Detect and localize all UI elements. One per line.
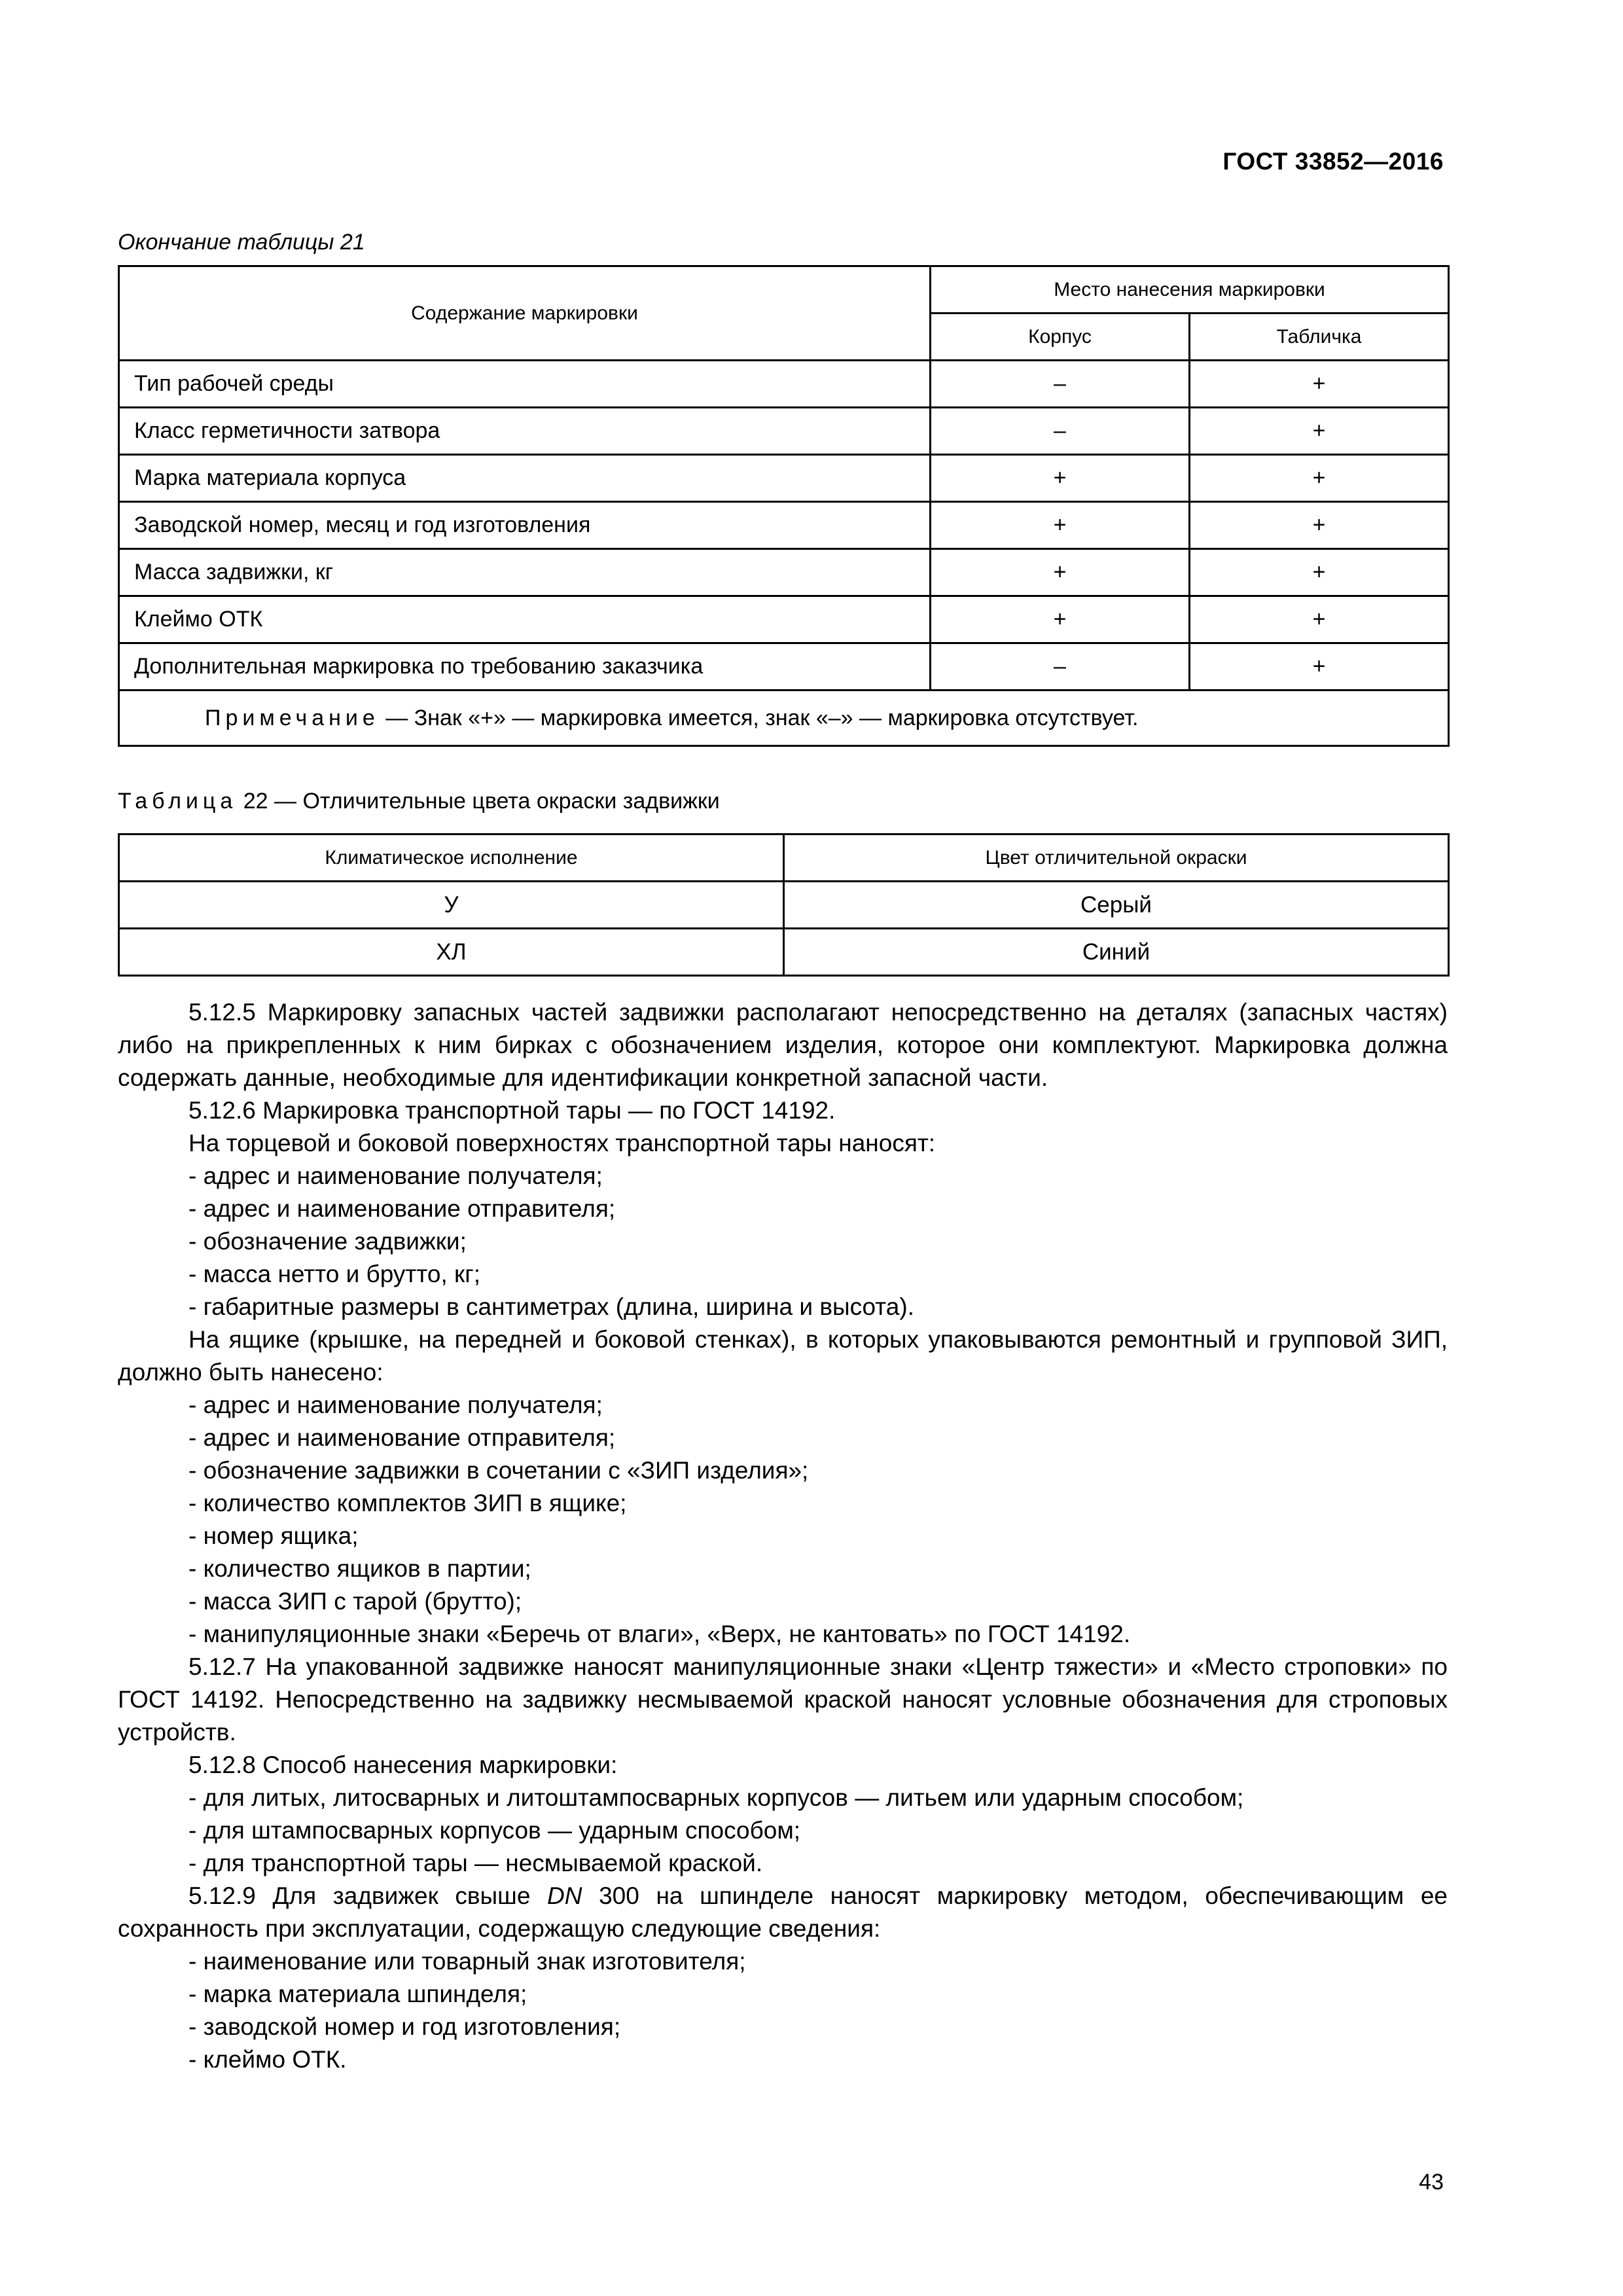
table-row (119, 408, 1449, 455)
table-21 (118, 265, 1450, 747)
list-item: - адрес и наименование получателя; (118, 1160, 1448, 1193)
list-item: - адрес и наименование получателя; (118, 1389, 1448, 1422)
table-row (119, 929, 1449, 976)
note-label: Примечание (205, 705, 380, 730)
plate-mark: + (1190, 408, 1449, 455)
header-content: Содержание маркировки (119, 266, 931, 361)
plate-mark: + (1190, 455, 1449, 502)
list-item: - обозначение задвижки; (118, 1225, 1448, 1258)
table22-caption-rest: 22 — Отличительные цвета окраски задвижки (237, 789, 720, 814)
table21-note (119, 691, 1449, 746)
body-mark: + (931, 549, 1190, 596)
header-plate: Табличка (1190, 314, 1449, 361)
list-item: - для транспортной тары — несмываемой краской. (118, 1847, 1448, 1880)
paragraph: На ящике (крышке, на передней и боковой стенках), в которых упаковываются ремонтный и групповой ЗИП, должно быть нанесено: (118, 1326, 1448, 1386)
table-row (119, 502, 1449, 549)
body-mark: + (931, 455, 1190, 502)
body-mark: – (931, 361, 1190, 408)
paragraph-5-12-5: 5.12.5 Маркировку запасных частей задвижки располагают непосредственно на деталях (запасных частях) либо на прикрепленных к ним бирках с обозначением изделия, которое они комплектуют. Маркировка должна содержать данные, необходимые для идентификации конкретной запасной части. (118, 999, 1448, 1091)
row-label: Тип рабочей среды (119, 361, 931, 408)
list-item: - габаритные размеры в сантиметрах (длина, ширина и высота). (118, 1291, 1448, 1323)
plate-mark: + (1190, 549, 1449, 596)
list-item: - масса ЗИП с тарой (брутто); (118, 1585, 1448, 1618)
list-item: - адрес и наименование отправителя; (118, 1422, 1448, 1454)
list-item: - наименование или товарный знак изготовителя; (118, 1945, 1448, 1978)
climate-cell: ХЛ (119, 929, 784, 976)
body-text (118, 996, 1448, 2076)
row-label: Заводской номер, месяц и год изготовления (119, 502, 931, 549)
climate-cell: У (119, 882, 784, 929)
color-cell: Серый (784, 882, 1449, 929)
body-mark: + (931, 502, 1190, 549)
list-item: - количество ящиков в партии; (118, 1552, 1448, 1585)
list-item: - адрес и наименование отправителя; (118, 1193, 1448, 1225)
header-climate: Климатическое исполнение (119, 834, 784, 882)
list-item: - для штампосварных корпусов — ударным способом; (118, 1814, 1448, 1847)
paragraph-5-12-9 (118, 1880, 1448, 1945)
list-item: - заводской номер и год изготовления; (118, 2011, 1448, 2043)
paragraph-5-12-8: 5.12.8 Способ нанесения маркировки: (188, 1751, 618, 1778)
table-row (119, 882, 1449, 929)
list-item: - клеймо ОТК. (118, 2043, 1448, 2076)
paragraph-5-12-7: 5.12.7 На упакованной задвижке наносят манипуляционные знаки «Центр тяжести» и «Место строповки» по ГОСТ 14192. Непосредственно на задвижку несмываемой краской наносят условные обозначения для строповых устройств. (118, 1653, 1448, 1746)
row-label: Марка материала корпуса (119, 455, 931, 502)
list-item: - для литых, литосварных и литоштампосварных корпусов — литьем или ударным способом; (118, 1782, 1448, 1814)
body-mark: – (931, 643, 1190, 691)
plate-mark: + (1190, 502, 1449, 549)
header-place: Место нанесения маркировки (931, 266, 1449, 314)
row-label: Клеймо ОТК (119, 596, 931, 643)
body-mark: + (931, 596, 1190, 643)
row-label: Дополнительная маркировка по требованию заказчика (119, 643, 931, 691)
list-item: - манипуляционные знаки «Беречь от влаги», «Верх, не кантовать» по ГОСТ 14192. (118, 1618, 1448, 1651)
list-item: - масса нетто и брутто, кг; (118, 1258, 1448, 1291)
table-row (119, 361, 1449, 408)
plate-mark: + (1190, 643, 1449, 691)
plate-mark: + (1190, 361, 1449, 408)
table22-caption-word: Таблица (118, 789, 238, 814)
table-row (119, 455, 1449, 502)
paragraph-5-12-6: 5.12.6 Маркировка транспортной тары — по ГОСТ 14192. (188, 1097, 836, 1124)
row-label: Масса задвижки, кг (119, 549, 931, 596)
p7-end: 300 на шпинделе наносят маркировку методом, обеспечивающим ее сохранность при эксплуатации, содержащую следующие сведения: (118, 1882, 1448, 1942)
p7-start: 5.12.9 Для задвижек свыше (188, 1882, 548, 1909)
dn-symbol: DN (547, 1882, 582, 1909)
row-label: Класс герметичности затвора (119, 408, 931, 455)
document-header: ГОСТ 33852—2016 (1222, 148, 1444, 175)
list-item: - марка материала шпинделя; (118, 1978, 1448, 2011)
table-row (119, 643, 1449, 691)
header-body: Корпус (931, 314, 1190, 361)
note-text: — Знак «+» — маркировка имеется, знак «–» — маркировка отсутствует. (379, 705, 1139, 730)
table-row (119, 549, 1449, 596)
list-item: - количество комплектов ЗИП в ящике; (118, 1487, 1448, 1520)
table22-caption (118, 789, 720, 814)
plate-mark: + (1190, 596, 1449, 643)
table-row (119, 596, 1449, 643)
body-mark: – (931, 408, 1190, 455)
table21-caption: Окончание таблицы 21 (118, 230, 365, 255)
paragraph: На торцевой и боковой поверхностях транспортной тары наносят: (188, 1130, 936, 1157)
color-cell: Синий (784, 929, 1449, 976)
header-color: Цвет отличительной окраски (784, 834, 1449, 882)
page-number: 43 (1419, 2170, 1444, 2195)
table-22 (118, 833, 1450, 977)
list-item: - номер ящика; (118, 1520, 1448, 1552)
list-item: - обозначение задвижки в сочетании с «ЗИП изделия»; (118, 1454, 1448, 1487)
